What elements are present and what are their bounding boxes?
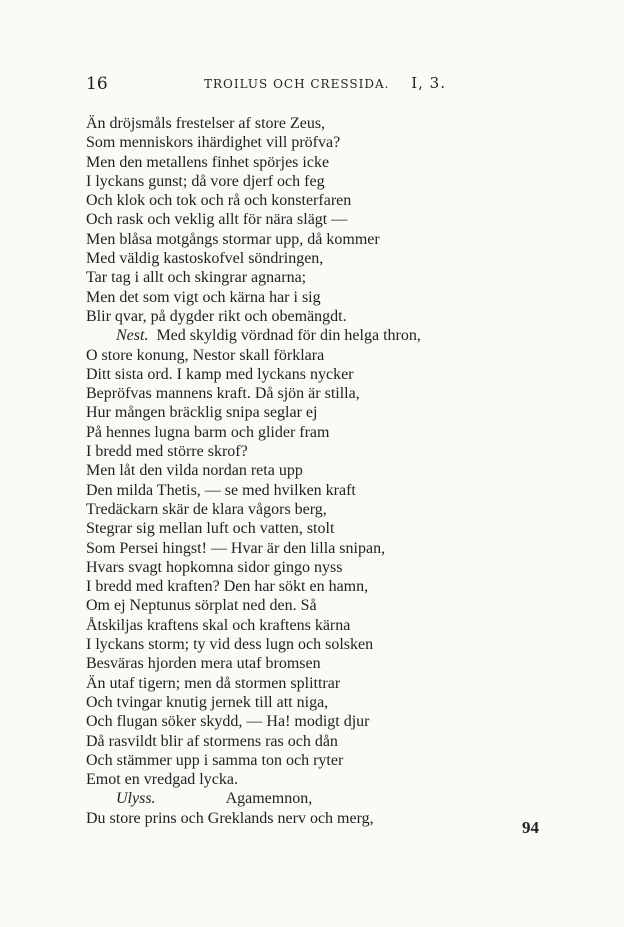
- verse-text: Stegrar sig mellan luft och vatten, stolt: [86, 520, 335, 538]
- verse-text: Bepröfvas mannens kraft. Då sjön är stilla,: [86, 385, 360, 403]
- verse-text: Men låt den vilda nordan reta upp: [86, 462, 303, 480]
- verse-text: Tar tag i allt och skingrar agnarna;: [86, 269, 307, 287]
- verse-text: Som Persei hingst! — Hvar är den lilla snipan,: [86, 539, 386, 557]
- verse-text: Åtskiljas kraftens skal och kraftens kärna: [86, 616, 351, 634]
- verse-line: [86, 500, 536, 519]
- verse-text: Hvars svagt hopkomna sidor gingo nyss: [86, 558, 343, 576]
- verse-text: Men blåsa motgångs stormar upp, då kommer: [86, 230, 380, 248]
- verse-text: Än dröjsmåls frestelser af store Zeus,: [86, 115, 326, 132]
- verse-text: Om ej Neptunus sörplat ned den. Så: [86, 597, 317, 615]
- act-scene: I, 3.: [411, 74, 446, 92]
- verse-line: [86, 577, 536, 596]
- verse-text: Och flugan söker skydd, — Ha! modigt djur: [86, 713, 370, 731]
- verse-line: [86, 268, 536, 287]
- verse-text: Emot en vredgad lycka.: [86, 771, 238, 789]
- verse-text: Och klok och tok och rå och konsterfaren: [86, 192, 352, 210]
- verse-line: [86, 654, 536, 673]
- verse-line: [86, 442, 536, 461]
- verse-line: [86, 616, 536, 635]
- verse-line: [86, 288, 536, 307]
- verse-line: [86, 539, 536, 558]
- verse-line: [86, 133, 536, 152]
- verse-text: Tredäckarn skär de klara vågors berg,: [86, 500, 327, 518]
- verse-line: [86, 558, 536, 577]
- verse-block: [86, 114, 536, 828]
- verse-text: Men det som vigt och kärna har i sig: [86, 288, 321, 306]
- verse-text: O store konung, Nestor skall förklara: [86, 346, 325, 364]
- verse-text: Den milda Thetis, — se med hvilken kraft: [86, 481, 356, 499]
- verse-line: [86, 403, 536, 422]
- signature-mark: 94: [522, 818, 539, 837]
- verse-line: [86, 326, 536, 345]
- speaker-name: Nest.: [116, 327, 149, 345]
- verse-line: [86, 114, 536, 133]
- verse-line: [86, 153, 536, 172]
- verse-line: [86, 210, 536, 229]
- verse-line: [86, 230, 536, 249]
- verse-text: Och tvingar knutig jernek till att niga,: [86, 693, 329, 711]
- verse-text: Hur mången bräcklig snipa seglar ej: [86, 404, 318, 422]
- verse-line: [86, 732, 536, 751]
- verse-text: Än utaf tigern; men då stormen splittrar: [86, 674, 341, 692]
- verse-text: Och rask och veklig allt för nära slägt —: [86, 211, 348, 229]
- verse-line: [86, 191, 536, 210]
- verse-text: Men den metallens finhet spörjes icke: [86, 153, 330, 171]
- verse-text: Då rasvildt blir af stormens ras och dån: [86, 732, 338, 750]
- verse-text: Blir qvar, på dygder rikt och obemängdt.: [86, 307, 347, 325]
- verse-line: [86, 249, 536, 268]
- verse-text: Ditt sista ord. I kamp med lyckans nycker: [86, 365, 354, 383]
- verse-text: Du store prins och Greklands nerv och merg,: [86, 809, 374, 827]
- verse-line: [86, 365, 536, 384]
- verse-line: [86, 172, 536, 191]
- verse-text: Med väldig kastoskofvel söndringen,: [86, 250, 324, 268]
- verse-line: [86, 481, 536, 500]
- verse-line: [86, 519, 536, 538]
- verse-text: I bredd med kraften? Den har sökt en hamn,: [86, 578, 369, 596]
- verse-text: Besväras hjorden mera utaf bromsen: [86, 655, 321, 673]
- verse-text: I lyckans gunst; då vore djerf och feg: [86, 172, 325, 190]
- running-title: TROILUS OCH CRESSIDA.: [204, 77, 390, 91]
- verse-line: [86, 770, 536, 789]
- running-header: [86, 74, 446, 94]
- verse-text: Agamemnon,: [225, 790, 313, 808]
- verse-line: [86, 674, 536, 693]
- speaker-name: Ulyss.: [116, 790, 156, 808]
- page-number: 16: [86, 74, 108, 94]
- verse-line: [86, 307, 536, 326]
- verse-text: I lyckans storm; ty vid dess lugn och solsken: [86, 636, 374, 654]
- verse-line: [86, 693, 536, 712]
- verse-line: [86, 809, 536, 828]
- verse-text: I bredd med större skrof?: [86, 443, 248, 461]
- verse-line: [86, 423, 536, 442]
- verse-line: [86, 461, 536, 480]
- verse-text: Och stämmer upp i samma ton och ryter: [86, 751, 344, 769]
- verse-text: Som menniskors ihärdighet vill pröfva?: [86, 134, 341, 152]
- verse-line: [86, 384, 536, 403]
- verse-line: [86, 712, 536, 731]
- verse-text: På hennes lugna barm och glider fram: [86, 423, 330, 441]
- verse-text: Med skyldig vördnad för din helga thron,: [156, 327, 421, 345]
- verse-line: [86, 789, 536, 808]
- verse-line: [86, 635, 536, 654]
- verse-line: [86, 751, 536, 770]
- verse-line: [86, 346, 536, 365]
- verse-line: [86, 596, 536, 615]
